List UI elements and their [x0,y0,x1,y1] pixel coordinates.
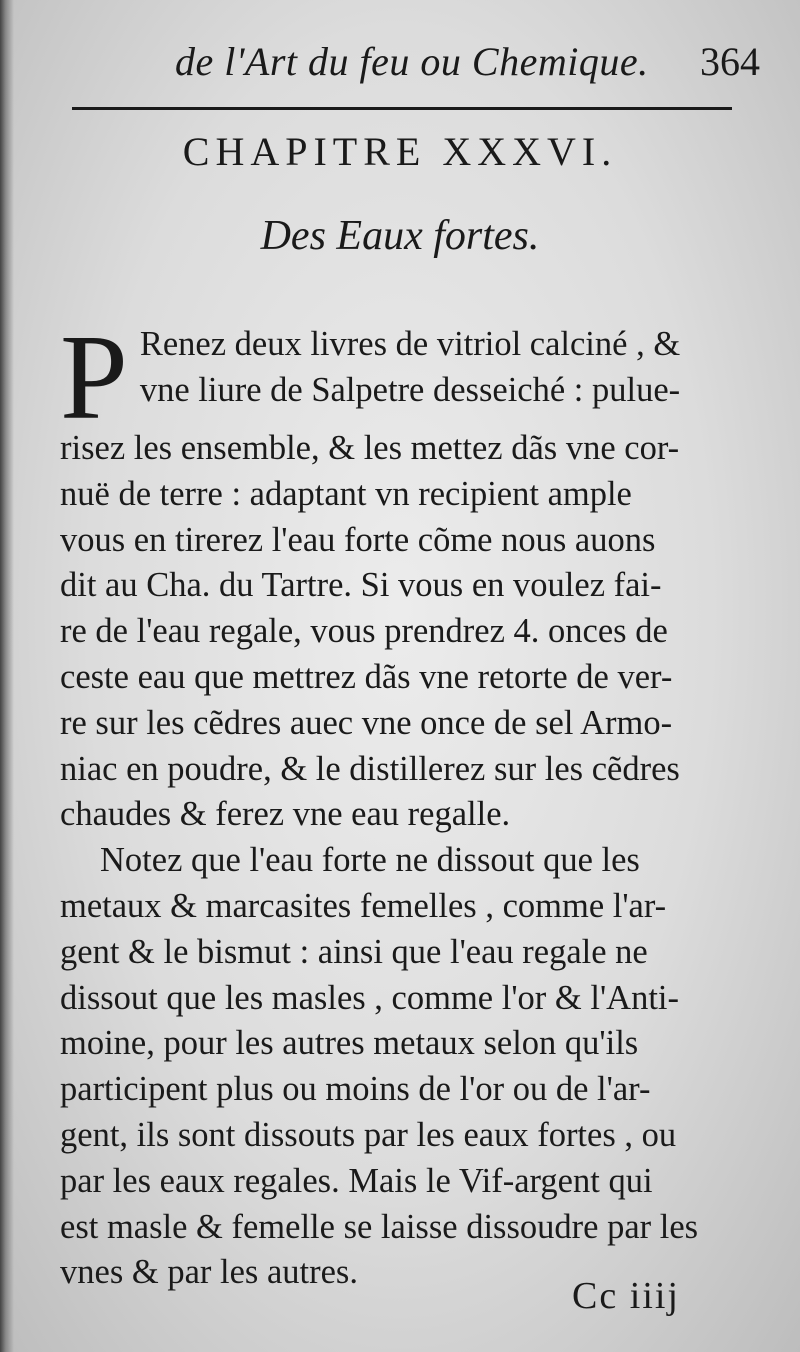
text-line: Renez deux livres de vitriol calciné , & [139,325,681,363]
body-text [60,310,766,1296]
text-line: est masle & femelle se laisse dissoudre par les [60,1207,699,1246]
drop-cap: P [60,310,128,445]
paragraph-2 [60,838,766,1296]
text-line: vous en tirerez l'eau forte cõme nous auons [60,520,656,559]
section-title: Des Eaux fortes. [260,213,540,259]
text-line: participent plus ou moins de l'or ou de l'ar- [60,1070,651,1109]
text-line: dit au Cha. du Tartre. Si vous en voulez fai- [60,566,662,605]
text-line: ceste eau que mettrez dãs vne retorte de ver- [60,657,673,696]
running-title: de l'Art du feu ou Chemique. [175,39,649,84]
text-line: re sur les cẽdres auec vne once de sel Armo- [60,703,673,742]
text-line: moine, pour les autres metaux selon qu'ils [60,1024,639,1063]
text-line: vne liure de Salpetre desseiché : pulue- [139,370,681,409]
text-line: gent & le bismut : ainsi que l'eau regale ne [60,932,648,971]
text-line: chaudes & ferez vne eau regalle. [60,795,511,834]
chapter-title: CHAPITRE XXXVI. [182,129,618,174]
text-line: re de l'eau regale, vous prendrez 4. onces de [60,612,668,651]
text-line: par les eaux regales. Mais le Vif-argent qui [60,1161,653,1200]
text-line: nuë de terre : adaptant vn recipient ample [60,474,632,513]
text-line: niac en poudre, & le distillerez sur les cẽdres [60,749,680,788]
text-line: metaux & marcasites femelles , comme l'ar- [60,886,667,925]
text-line: risez les ensemble, & les mettez dãs vne cor- [60,429,680,467]
text-line: dissout que les masles , comme l'or & l'Anti- [60,978,679,1017]
page-edge-shadow [0,0,14,1352]
paragraph-1 [60,310,766,838]
header-rule [72,107,732,110]
signature-mark: Cc iiij [572,1275,680,1317]
text-line: gent, ils sont dissouts par les eaux fortes , ou [60,1115,677,1154]
text-line: vnes & par les autres. [60,1253,358,1292]
text-line: Notez que l'eau forte ne dissout que les [100,841,640,880]
page-header [60,28,760,98]
page-number: 364 [700,39,760,84]
